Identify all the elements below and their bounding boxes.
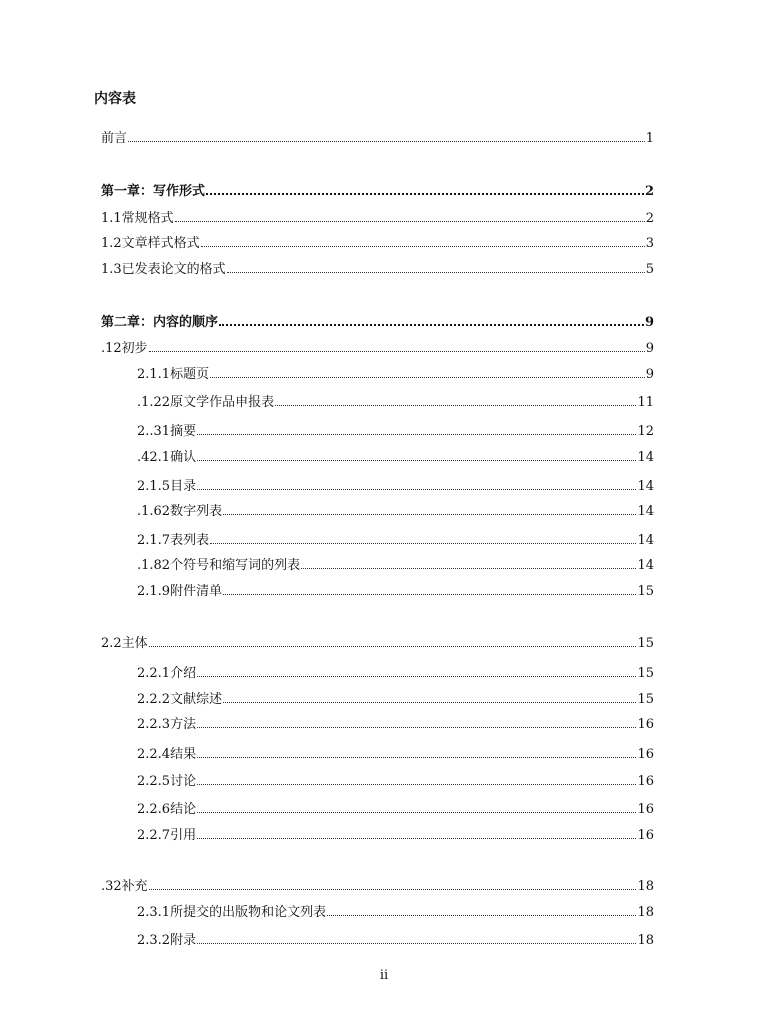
toc-leader — [327, 915, 636, 916]
toc-entry-2-2-7[interactable] — [137, 827, 654, 845]
toc-entry-preface[interactable] — [101, 130, 654, 148]
toc-entry-label: 2.1.7表列表 — [137, 533, 210, 548]
toc-entry-label: .1.82个符号和缩写词的列表 — [137, 558, 301, 573]
toc-entry-label: 前言 — [101, 131, 128, 146]
toc-entry-label: 2.3.1所提交的出版物和论文列表 — [137, 905, 327, 920]
toc-leader — [275, 405, 636, 406]
toc-entry-2-3[interactable] — [101, 878, 654, 896]
toc-leader — [175, 221, 645, 222]
toc-entry-label: 1.1常规格式 — [101, 211, 174, 226]
toc-leader — [197, 460, 636, 461]
toc-entry-page: 9 — [645, 367, 654, 382]
toc-entry-2-1-9[interactable] — [137, 583, 654, 601]
toc-entry-label: 1.3已发表论文的格式 — [101, 262, 226, 277]
toc-leader — [197, 727, 636, 728]
toc-leader — [223, 514, 636, 515]
toc-leader — [223, 702, 636, 703]
toc-entry-1-1[interactable] — [101, 210, 654, 228]
toc-entry-2-2-4[interactable] — [137, 746, 654, 764]
toc-entry-label: .1.22原文学作品申报表 — [137, 395, 275, 410]
toc-leader — [128, 141, 645, 142]
toc-entry-page: 16 — [637, 828, 654, 843]
toc-leader — [149, 889, 637, 890]
toc-entry-2-1-4[interactable] — [137, 449, 654, 467]
toc-entry-label: .1.62数字列表 — [137, 504, 223, 519]
toc-entry-label: 2.2.7引用 — [137, 828, 197, 843]
toc-leader — [197, 757, 636, 758]
toc-entry-label: 第一章：写作形式 — [101, 184, 206, 199]
toc-entry-page: 16 — [637, 747, 654, 762]
toc-entry-2-3-2[interactable] — [137, 932, 654, 950]
toc-entry-page: 1 — [645, 131, 654, 146]
toc-entry-chapter-2[interactable] — [101, 314, 654, 332]
toc-entry-2-1-7[interactable] — [137, 532, 654, 550]
toc-entry-page: 11 — [637, 395, 654, 410]
toc-entry-page: 2 — [644, 184, 654, 199]
toc-entry-chapter-1[interactable] — [101, 183, 654, 201]
toc-entry-label: 2.1.5目录 — [137, 479, 197, 494]
toc-leader — [149, 351, 645, 352]
toc-leader — [149, 646, 637, 647]
toc-entry-2-1-5[interactable] — [137, 478, 654, 496]
toc-leader — [210, 543, 636, 544]
toc-leader — [197, 812, 636, 813]
toc-entry-label: 2.2.1介绍 — [137, 666, 197, 681]
toc-entry-label: 2.2主体 — [101, 636, 148, 651]
toc-entry-label: 2.2.2文献综述 — [137, 692, 223, 707]
toc-leader — [301, 568, 636, 569]
toc-entry-label: 2.2.6结论 — [137, 802, 197, 817]
toc-entry-page: 14 — [637, 479, 654, 494]
toc-leader — [197, 838, 636, 839]
toc-entry-page: 9 — [644, 315, 654, 330]
toc-entry-page: 16 — [637, 717, 654, 732]
toc-entry-label: .12初步 — [101, 341, 148, 356]
toc-entry-page: 16 — [637, 802, 654, 817]
toc-entry-label: 第二章：内容的顺序 — [101, 315, 219, 330]
toc-entry-label: 2.3.2附录 — [137, 933, 197, 948]
toc-entry-page: 15 — [637, 666, 654, 681]
toc-entry-2-1-1[interactable] — [137, 366, 654, 384]
toc-leader — [219, 324, 644, 326]
toc-entry-1-2[interactable] — [101, 235, 654, 253]
toc-leader — [197, 489, 636, 490]
toc-entry-label: 2.2.5讨论 — [137, 774, 197, 789]
toc-entry-2-2-2[interactable] — [137, 691, 654, 709]
toc-entry-2-1-3[interactable] — [137, 423, 654, 441]
toc-entry-label: 2.1.9附件清单 — [137, 584, 223, 599]
toc-entry-2-3-1[interactable] — [137, 904, 654, 922]
toc-leader — [197, 676, 636, 677]
toc-entry-2-1-2[interactable] — [137, 394, 654, 412]
toc-leader — [201, 246, 645, 247]
toc-entry-page: 14 — [637, 533, 654, 548]
toc-entry-page: 14 — [637, 450, 654, 465]
toc-entry-label: 2.2.3方法 — [137, 717, 197, 732]
toc-leader — [210, 377, 645, 378]
toc-entry-page: 9 — [645, 341, 654, 356]
toc-entry-page: 18 — [637, 933, 654, 948]
toc-entry-page: 15 — [637, 636, 654, 651]
toc-entry-label: 1.2文章样式格式 — [101, 236, 200, 251]
toc-entry-page: 14 — [637, 504, 654, 519]
toc-entry-label: .42.1确认 — [137, 450, 197, 465]
toc-entry-page: 15 — [637, 692, 654, 707]
toc-entry-2-1[interactable] — [101, 340, 654, 358]
toc-entry-label: 2.1.1标题页 — [137, 367, 210, 382]
toc-entry-page: 2 — [645, 211, 654, 226]
toc-entry-2-2-5[interactable] — [137, 773, 654, 791]
toc-entry-1-3[interactable] — [101, 261, 654, 279]
toc-leader — [197, 943, 636, 944]
toc-entry-2-2[interactable] — [101, 635, 654, 653]
toc-entry-2-2-1[interactable] — [137, 665, 654, 683]
toc-entry-page: 5 — [645, 262, 654, 277]
toc-entry-2-2-6[interactable] — [137, 801, 654, 819]
toc-entry-label: .32补充 — [101, 879, 148, 894]
toc-leader — [206, 193, 644, 195]
toc-leader — [227, 272, 645, 273]
toc-entry-label: 2.2.4结果 — [137, 747, 197, 762]
toc-entry-2-1-8[interactable] — [137, 557, 654, 575]
toc-entry-page: 16 — [637, 774, 654, 789]
toc-entry-page: 18 — [637, 879, 654, 894]
toc-entry-page: 14 — [637, 558, 654, 573]
toc-leader — [197, 784, 636, 785]
toc-entry-page: 15 — [637, 584, 654, 599]
toc-entry-2-2-3[interactable] — [137, 716, 654, 734]
toc-entry-page: 12 — [637, 424, 654, 439]
toc-entry-page: 3 — [645, 236, 654, 251]
toc-entry-label: 2..31摘要 — [137, 424, 197, 439]
toc-title: 内容表 — [94, 91, 136, 107]
page-number-footer: ii — [379, 968, 389, 983]
toc-leader — [197, 434, 636, 435]
toc-entry-2-1-6[interactable] — [137, 503, 654, 521]
toc-leader — [223, 594, 636, 595]
toc-entry-page: 18 — [637, 905, 654, 920]
